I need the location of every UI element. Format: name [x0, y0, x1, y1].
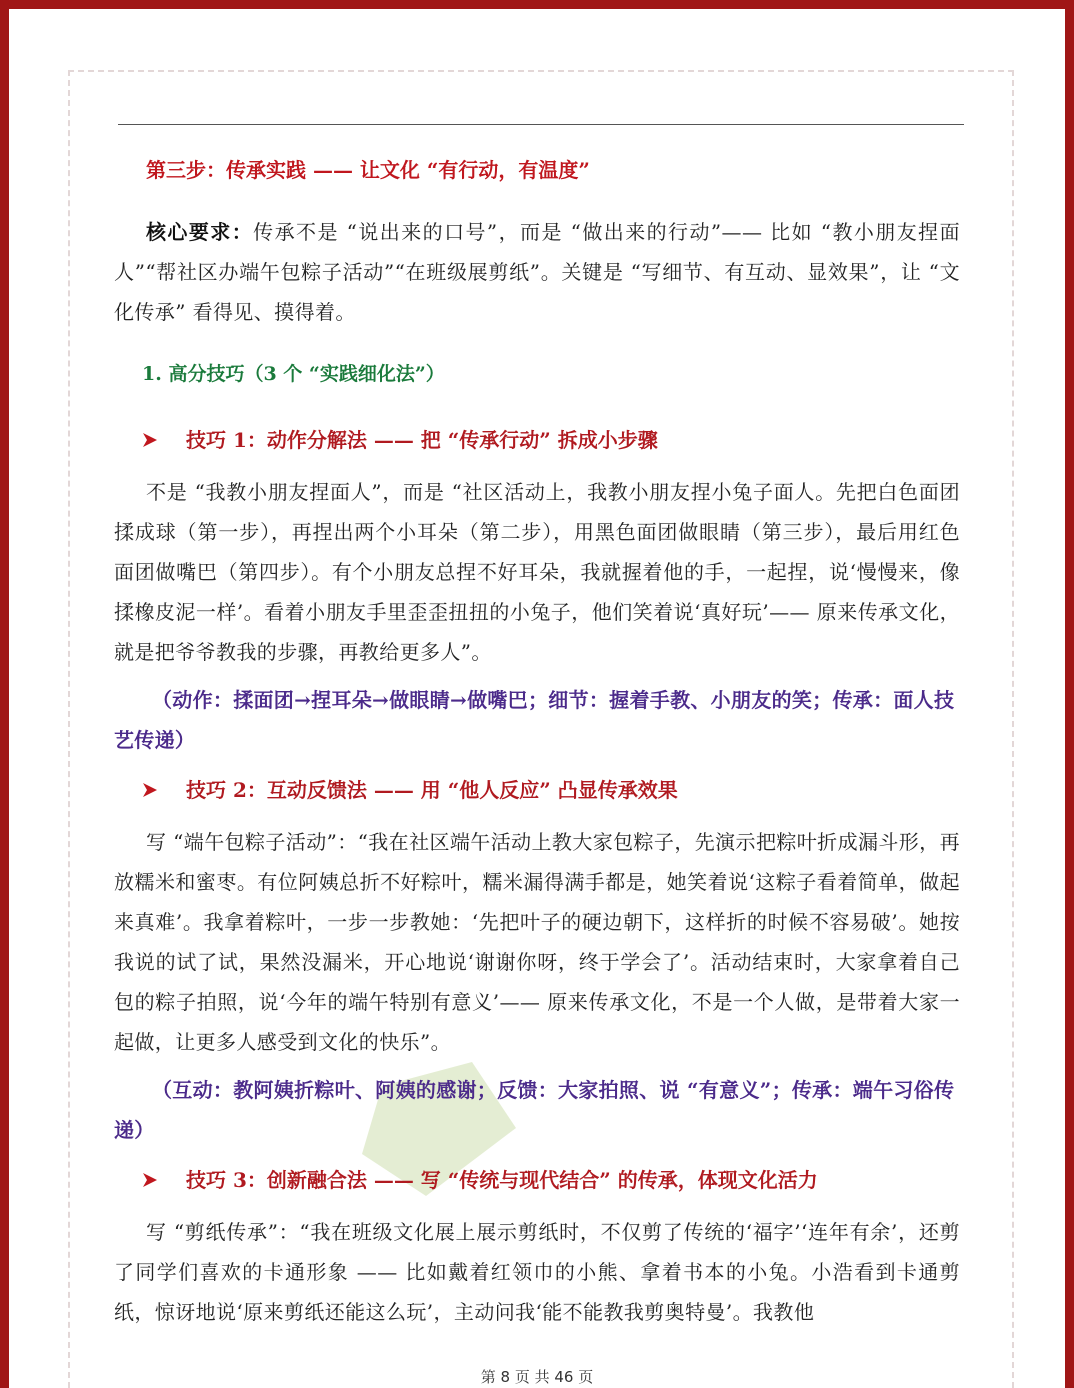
tip-title: 技巧 1：动作分解法 —— 把 “传承行动” 拆成小步骤: [186, 428, 658, 452]
tip-heading-3: [142, 1160, 960, 1200]
tip-body-3: 写 “剪纸传承”：“我在班级文化展上展示剪纸时，不仅剪了传统的‘福字’‘连年有余’，还剪了同学们喜欢的卡通形象 —— 比如戴着红领巾的小熊、拿着书本的小兔。小浩看到卡通剪纸，惊讶地说‘原来剪纸还能这么玩’，主动问我‘能不能教我剪奥特曼’。我教他: [114, 1220, 960, 1324]
arrow-bullet-icon: [142, 432, 158, 448]
tip-heading-2: [142, 770, 960, 810]
core-requirement: [114, 212, 960, 332]
tip-summary-2: （互动：教阿姨折粽叶、阿姨的感谢；反馈：大家拍照、说 “有意义”；传承：端午习俗传递）: [114, 1078, 955, 1142]
tip-summary-1: （动作：揉面团→捏耳朵→做眼睛→做嘴巴；细节：握着手教、小朋友的笑；传承：面人技艺传递）: [114, 688, 955, 752]
page-number: 第 8 页 共 46 页: [480, 1368, 594, 1386]
document-content: [114, 150, 960, 1332]
arrow-bullet-icon: [142, 1172, 158, 1188]
header-rule: [118, 124, 964, 125]
arrow-bullet-icon: [142, 782, 158, 798]
requirement-lead: 核心要求：: [146, 220, 254, 244]
tip-title: 技巧 2：互动反馈法 —— 用 “他人反应” 凸显传承效果: [186, 778, 678, 802]
step-title: 第三步：传承实践 —— 让文化 “有行动，有温度”: [146, 158, 590, 182]
section-title: 1. 高分技巧（3 个 “实践细化法”）: [142, 363, 445, 385]
tip-body-1: 不是 “我教小朋友捏面人”，而是 “社区活动上，我教小朋友捏小兔子面人。先把白色面团揉成球（第一步），再捏出两个小耳朵（第二步），用黑色面团做眼睛（第三步），最后用红色面团做嘴巴（第四步）。有个小朋友总捏不好耳朵，我就握着他的手，一起捏，说‘慢慢来，像揉橡皮泥一样’。看着小朋友手里歪歪扭扭的小兔子，他们笑着说‘真好玩’—— 原来传承文化，就是把爷爷教我的步骤，再教给更多人”。: [114, 480, 960, 664]
tip-body-2: 写 “端午包粽子活动”：“我在社区端午活动上教大家包粽子，先演示把粽叶折成漏斗形，再放糯米和蜜枣。有位阿姨总折不好粽叶，糯米漏得满手都是，她笑着说‘这粽子看着简单，做起来真难’。我拿着粽叶，一步一步教她：‘先把叶子的硬边朝下，这样折的时候不容易破’。她按我说的试了试，果然没漏米，开心地说‘谢谢你呀，终于学会了’。活动结束时，大家拿着自己包的粽子拍照，说‘今年的端午特别有意义’—— 原来传承文化，不是一个人做，是带着大家一起做，让更多人感受到文化的快乐”。: [114, 830, 960, 1054]
requirement-text: 传承不是 “说出来的口号”，而是 “做出来的行动”—— 比如 “教小朋友捏面人”“帮社区办端午包粽子活动”“在班级展剪纸”。关键是 “写细节、有互动、显效果”，让 “文化传承” 看得见、摸得着。: [114, 220, 961, 324]
tip-heading-1: [142, 420, 960, 460]
tip-title: 技巧 3：创新融合法 —— 写 “传统与现代结合” 的传承，体现文化活力: [186, 1168, 818, 1192]
